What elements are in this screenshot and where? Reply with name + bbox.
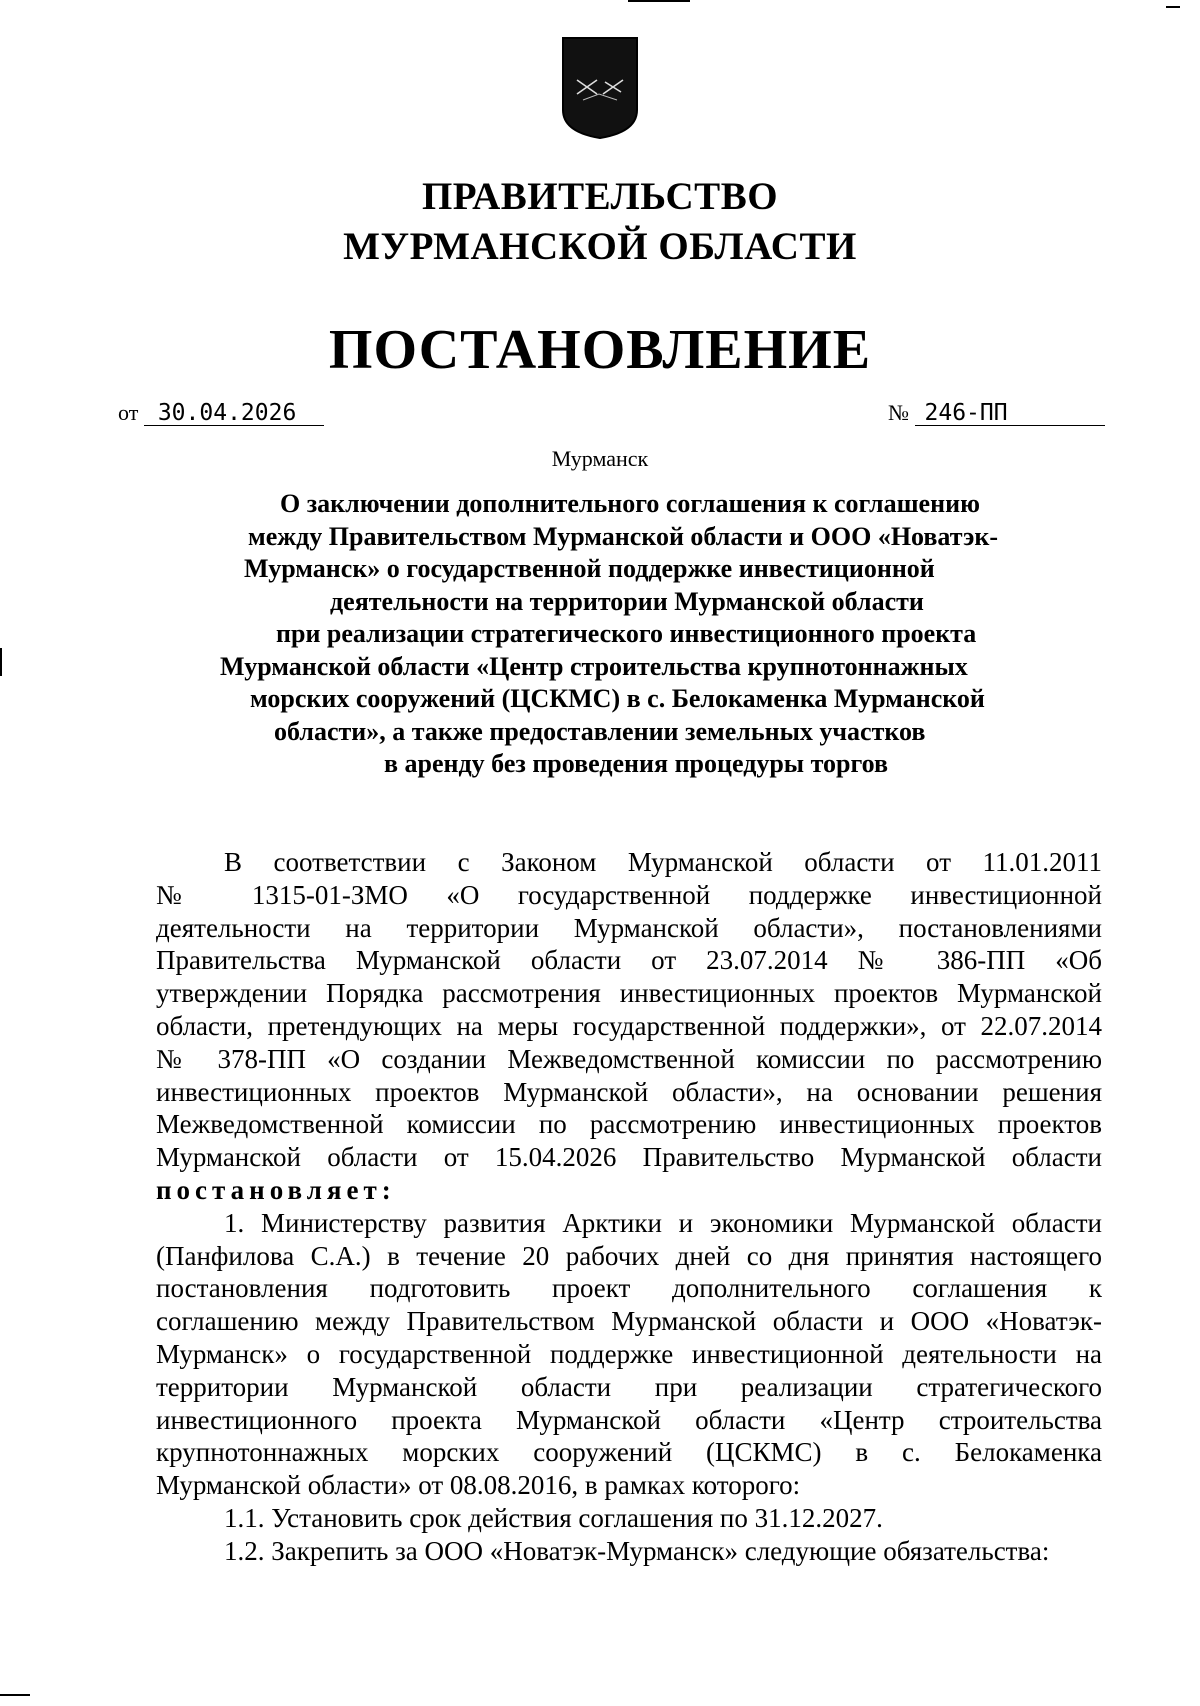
- coat-of-arms-icon: [561, 36, 639, 140]
- subject-line: О заключении дополнительного соглашения к соглашению: [280, 489, 980, 518]
- body-line: инвестиционного проекта Мурманской области «Центр строительства: [156, 1404, 1102, 1435]
- body-line: 1. Министерству развития Арктики и экономики Мурманской области: [224, 1207, 1102, 1238]
- scan-mark: [0, 1694, 30, 1696]
- date-value: 30.04.2026: [144, 401, 324, 426]
- body-line: Межведомственной комиссии по рассмотрению инвестиционных проектов: [156, 1109, 1102, 1140]
- scan-mark: [0, 648, 2, 676]
- subject-line: Мурманской области «Центр строительства крупнотоннажных: [220, 651, 968, 681]
- decree-word-text: постановляет:: [156, 1174, 396, 1205]
- body-line: территории Мурманской области при реализации стратегического: [156, 1371, 1102, 1402]
- body-line: 1.1. Установить срок действия соглашения по 31.12.2027.: [224, 1502, 883, 1533]
- subject-line: морских сооружений (ЦСКМС) в с. Белокаменка Мурманской: [250, 684, 985, 713]
- body-line: крупнотоннажных морских сооружений (ЦСКМС) в с. Белокаменка: [156, 1437, 1102, 1468]
- number-label: №: [888, 400, 909, 425]
- government-title-line1: ПРАВИТЕЛЬСТВО: [421, 175, 779, 218]
- scan-mark: [1166, 6, 1180, 8]
- subject-line: в аренду без проведения процедуры торгов: [384, 749, 889, 778]
- body-line: Мурманской области от 15.04.2026 Правительство Мурманской области: [156, 1142, 1102, 1173]
- body-line: инвестиционных проектов Мурманской области», на основании решения: [156, 1076, 1102, 1107]
- subject-line: Мурманск» о государственной поддержке инвестиционной: [244, 554, 935, 583]
- body-line: области, претендующих на меры государственной поддержки», от 22.07.2014: [156, 1010, 1102, 1041]
- subject-heading: [150, 488, 1050, 781]
- subject-line: деятельности на территории Мурманской области: [330, 586, 924, 616]
- body-line: Мурманск» о государственной поддержке инвестиционной деятельности на: [156, 1338, 1102, 1369]
- body-line: № 1315-01-ЗМО «О государственной поддержке инвестиционной: [156, 879, 1102, 910]
- body-line: 1.2. Закрепить за ООО «Новатэк-Мурманск» следующие обязательства:: [224, 1535, 1050, 1566]
- body-line: утверждении Порядка рассмотрения инвестиционных проектов Мурманской: [156, 978, 1102, 1009]
- body-line: постановления подготовить проект дополнительного соглашения к: [156, 1273, 1102, 1304]
- government-title: [200, 172, 1000, 272]
- number-value: 246-ПП: [915, 401, 1105, 426]
- body-line: В соответствии с Законом Мурманской области от 11.01.2011: [224, 847, 1102, 877]
- body-line: Мурманской области» от 08.08.2016, в рамках которого:: [156, 1470, 801, 1501]
- subject-line: области», а также предоставлении земельных участков: [274, 716, 926, 746]
- government-title-line2: МУРМАНСКОЙ ОБЛАСТИ: [343, 225, 857, 268]
- decree-word: [156, 1174, 1102, 1207]
- subject-line: при реализации стратегического инвестиционного проекта: [276, 619, 977, 648]
- body-line: деятельности на территории Мурманской области», постановлениями: [156, 912, 1102, 943]
- number-field: [888, 400, 1105, 426]
- body-line: Правительства Мурманской области от 23.07.2014 № 386-ПП «Об: [156, 945, 1102, 976]
- scan-mark: [628, 0, 690, 2]
- subject-line: между Правительством Мурманской области и ООО «Новатэк-: [248, 521, 999, 551]
- date-field: [118, 400, 324, 426]
- body-line: № 378-ПП «О создании Межведомственной комиссии по рассмотрению: [156, 1043, 1102, 1074]
- city: Мурманск: [551, 446, 649, 471]
- body-line: (Панфилова С.А.) в течение 20 рабочих дней со дня принятия настоящего: [156, 1240, 1102, 1271]
- body-line: соглашению между Правительством Мурманской области и ООО «Новатэк-: [156, 1306, 1102, 1337]
- date-label: от: [118, 400, 139, 425]
- document-type: ПОСТАНОВЛЕНИЕ: [328, 319, 872, 381]
- document-body: [156, 846, 1102, 1568]
